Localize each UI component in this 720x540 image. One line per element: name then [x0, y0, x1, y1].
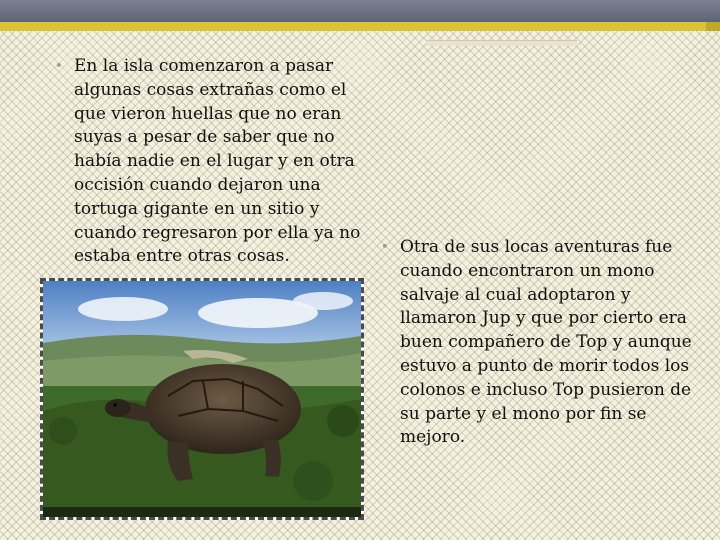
- tortoise-illustration: [43, 281, 361, 517]
- title-placeholder-line: [427, 40, 577, 46]
- right-text-block: [381, 236, 710, 450]
- left-text-block: [55, 55, 374, 269]
- left-paragraph: En la isla comenzaron a pasar algunas cosas extrañas como el que vieron huellas que no eran suyas a pesar de saber que no había nadie en el lugar y en otra occisión cuando dejaron una tortuga gigante en un sitio y cuando regresaron por ella ya no estaba entre otras cosas.: [74, 56, 361, 267]
- bullet-icon: •: [381, 240, 389, 255]
- right-paragraph: Otra de sus locas aventuras fue cuando encontraron un mono salvaje al cual adoptaron y llamaron Jup y que por cierto era buen compañero de Top y aunque estuvo a punto de morir todos los colonos e incluso Top pusieron de su parte y el mono por fin se mejoro.: [400, 237, 692, 448]
- tortoise-photo: [40, 278, 364, 520]
- accent-bar: [0, 22, 706, 31]
- top-bar: [0, 0, 720, 22]
- accent-bar-corner: [706, 22, 720, 31]
- bullet-icon: •: [55, 59, 63, 74]
